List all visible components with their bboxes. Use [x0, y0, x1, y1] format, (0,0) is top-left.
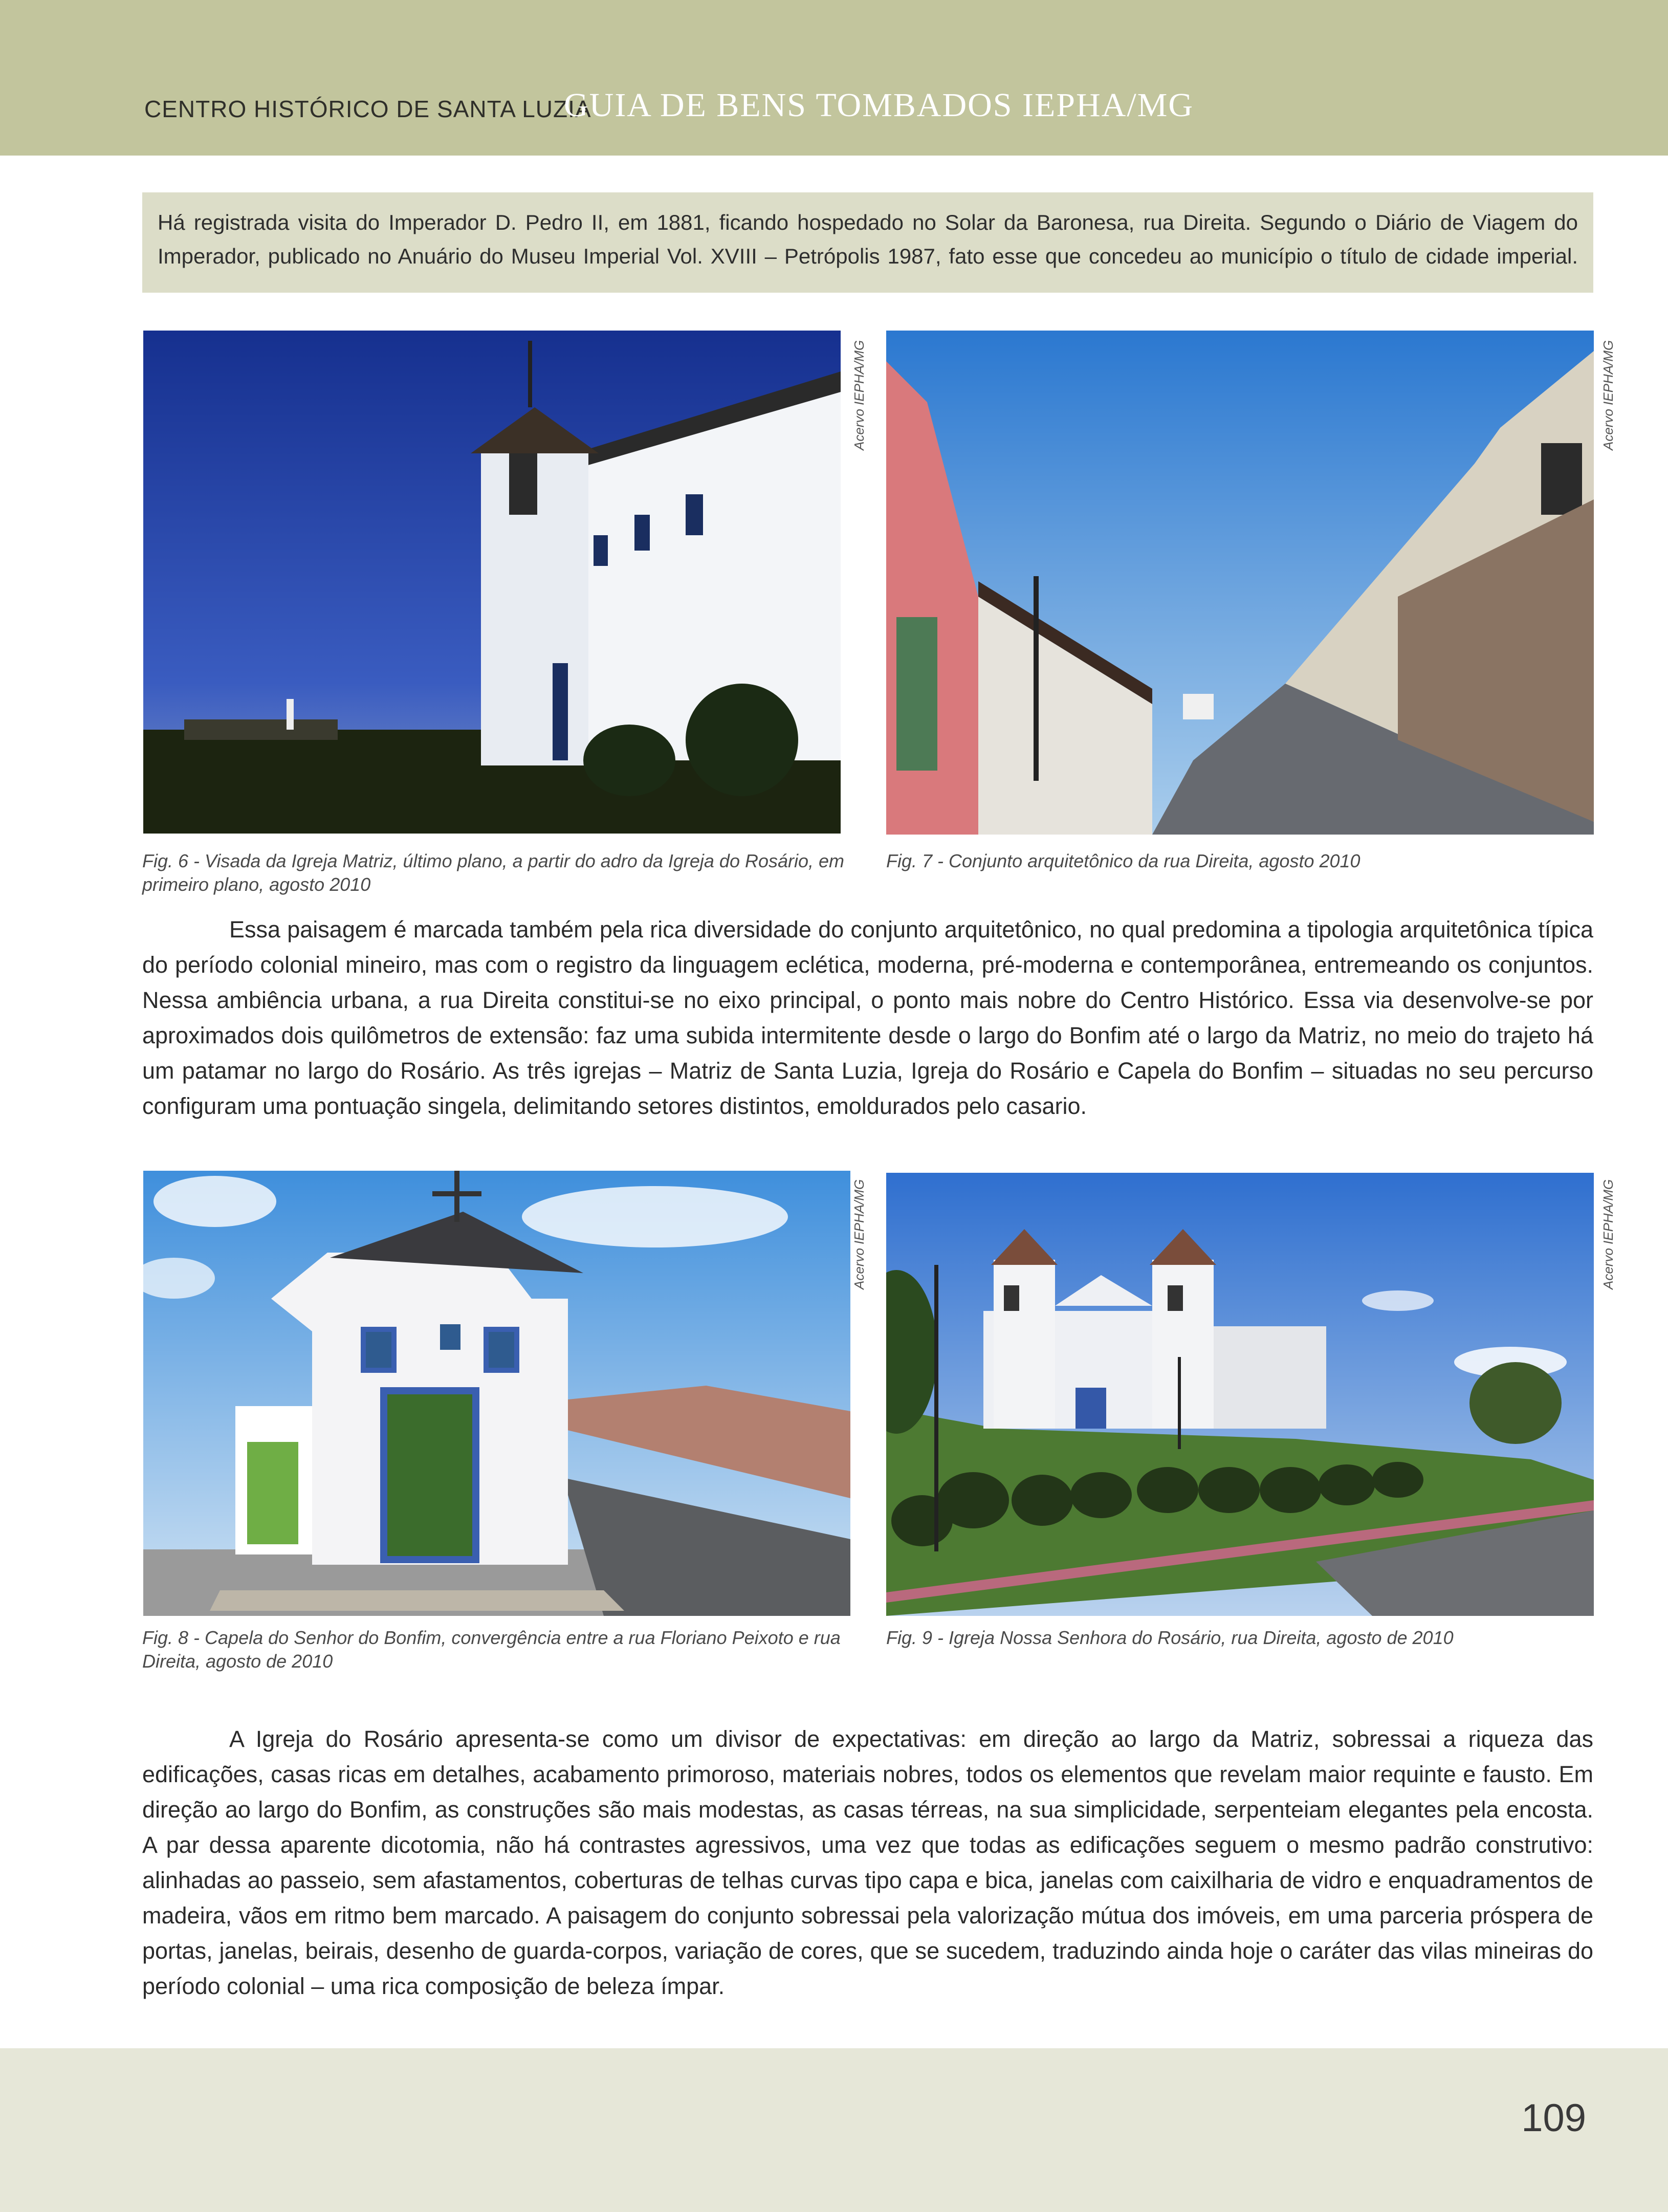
highlight-box [142, 192, 1593, 293]
highlight-line-2: Imperador, publicado no Anuário do Museu Imperial Vol. XVIII – Petrópolis 1987, fato esse que concedeu ao município o título de cidade imperial. [158, 244, 1578, 268]
photo-fig-6 [143, 331, 841, 834]
paragraph-1-text: Essa paisagem é marcada também pela rica diversidade do conjunto arquitetônico, no qual predomina a tipologia arquitetônica típica do período colonial mineiro, mas com o registro da linguagem eclética, moderna, pré-moderna e contemporânea, entremeando os conjuntos. Nessa ambiência urbana, a rua Direita constitui-se no eixo principal, o ponto mais nobre do Centro Histórico. Essa via desenvolve-se por aproximados dois quilômetros de extensão: faz uma subida intermitente desde o largo do Bonfim até o largo da Matriz, no meio do trajeto há um patamar no largo do Rosário. As três igrejas – Matriz de Santa Luzia, Igreja do Rosário e Capela do Bonfim – situadas no seu percurso configuram uma pontuação singela, delimitando setores distintos, emoldurados pelo casario. [142, 916, 1593, 1119]
photo-credit-fig-6: Acervo IEPHA/MG [851, 340, 867, 450]
header-title: GUIA DE BENS TOMBADOS IEPHA/MG [564, 86, 1194, 124]
highlight-line-1: Há registrada visita do Imperador D. Pedro II, em 1881, ficando hospedado no Solar da Baronesa, rua Direita. Segundo o Diário de Viagem do [158, 210, 1578, 234]
header-band [0, 0, 1668, 156]
page-number: 109 [1521, 2096, 1586, 2140]
body-paragraph-2 [142, 1721, 1593, 2004]
caption-fig-9: Fig. 9 - Igreja Nossa Senhora do Rosário, rua Direita, agosto de 2010 [886, 1627, 1454, 1648]
photo-fig-8 [143, 1171, 850, 1616]
caption-fig-6: Fig. 6 - Visada da Igreja Matriz, último plano, a partir do adro da Igreja do Rosário, em primeiro plano, agosto 2010 [142, 850, 845, 895]
body-paragraph-1 [142, 912, 1593, 1124]
photo-credit-fig-8: Acervo IEPHA/MG [851, 1179, 867, 1289]
caption-fig-8: Fig. 8 - Capela do Senhor do Bonfim, convergência entre a rua Floriano Peixoto e rua Direita, agosto de 2010 [142, 1627, 841, 1672]
photo-credit-fig-9: Acervo IEPHA/MG [1600, 1179, 1616, 1289]
photo-fig-9 [886, 1173, 1594, 1616]
photo-fig-7 [886, 331, 1594, 835]
header-subtitle: CENTRO HISTÓRICO DE SANTA LUZIA [144, 96, 591, 122]
footer-band [0, 2048, 1668, 2212]
paragraph-2-text: A Igreja do Rosário apresenta-se como um divisor de expectativas: em direção ao largo da Matriz, sobressai a riqueza das edificações, casas ricas em detalhes, acabamento primoroso, materiais nobres, todos os elementos que revelam maior requinte e fausto. Em direção ao largo do Bonfim, as construções são mais modestas, as casas térreas, na sua simplicidade, serpenteiam elegantes pela encosta. A par dessa aparente dicotomia, não há contrastes agressivos, uma vez que todas as edificações seguem o mesmo padrão construtivo: alinhadas ao passeio, sem afastamentos, coberturas de telhas curvas tipo capa e bica, janelas com caixilharia de vidro e enquadramentos de madeira, vãos em ritmo bem marcado. A paisagem do conjunto sobressai pela valorização mútua dos imóveis, em uma parceria próspera de portas, janelas, beirais, desenho de guarda-corpos, variação de cores, que se sucedem, traduzindo ainda hoje o caráter das vilas mineiras do período colonial – uma rica composição de beleza ímpar. [142, 1726, 1593, 1999]
photo-credit-fig-7: Acervo IEPHA/MG [1600, 340, 1616, 450]
caption-fig-7: Fig. 7 - Conjunto arquitetônico da rua Direita, agosto 2010 [886, 850, 1360, 871]
